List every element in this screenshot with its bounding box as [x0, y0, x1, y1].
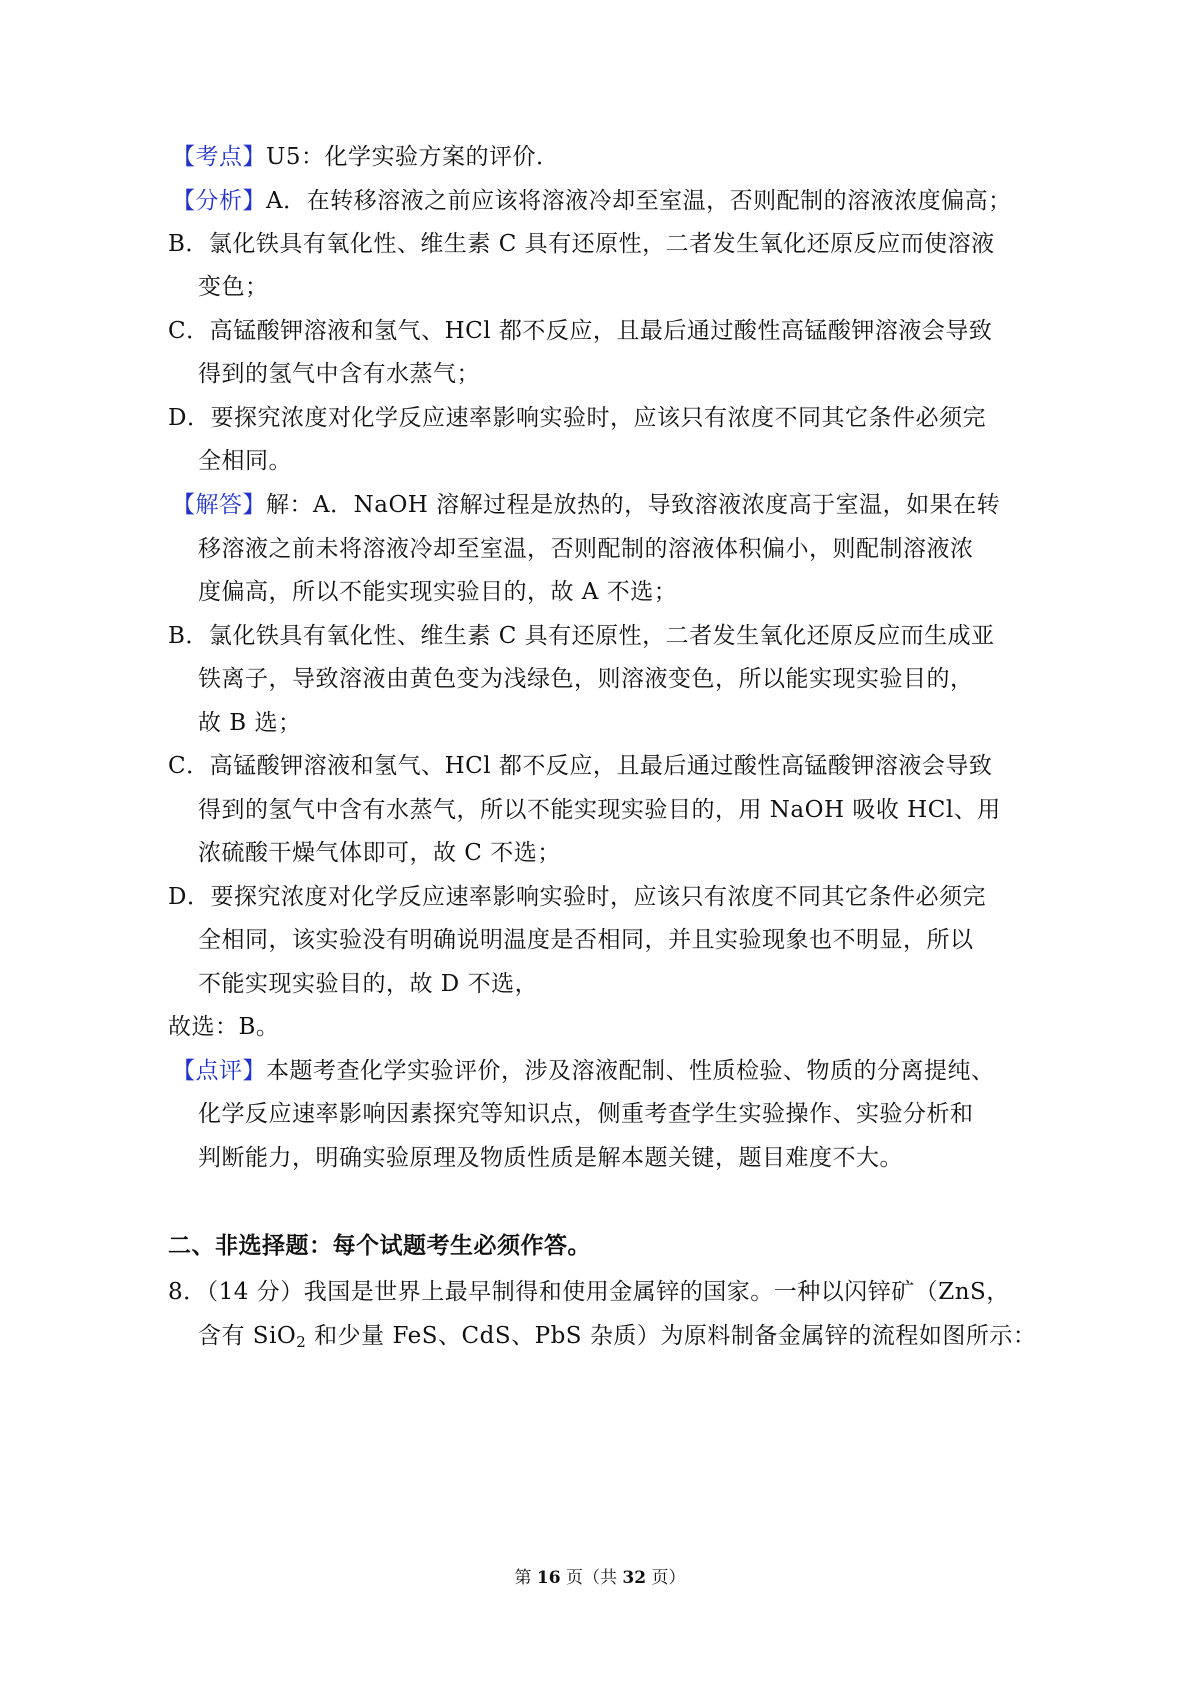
footer-post: 页）	[646, 1568, 686, 1588]
question-8-text-post: 和少量 FeS、CdS、PbS 杂质）为原料制备金属锌的流程如图所示：	[306, 1323, 1037, 1349]
jieda-d-line-1: D．要探究浓度对化学反应速率影响实验时，应该只有浓度不同其它条件必须完	[168, 884, 986, 910]
fenxi-tag: 【分析】	[172, 188, 266, 214]
footer-page-number: 16	[536, 1568, 561, 1588]
fenxi-c-line-1: C．高锰酸钾溶液和氢气、HCl 都不反应，且最后通过酸性高锰酸钾溶液会导致	[168, 318, 993, 344]
dianping-text-1: 本题考查化学实验评价，涉及溶液配制、性质检验、物质的分离提纯、	[266, 1058, 995, 1084]
jieda-line-1	[172, 490, 1000, 520]
jieda-a-line-3: 度偏高，所以不能实现实验目的，故 A 不选；	[198, 579, 678, 605]
kaodian-tag: 【考点】	[172, 144, 266, 170]
page-footer	[0, 1566, 1200, 1590]
question-8-text-pre: 含有 SiO	[198, 1323, 297, 1349]
jieda-c-line-3: 浓硫酸干燥气体即可，故 C 不选；	[198, 840, 561, 866]
footer-pre: 第	[514, 1568, 537, 1588]
jieda-b-line-3: 故 B 选；	[198, 710, 302, 736]
kaodian-text: U5：化学实验方案的评价．	[266, 144, 560, 170]
dianping-line-1	[172, 1056, 995, 1086]
jieda-a-line-2: 移溶液之前未将溶液冷却至室温，否则配制的溶液体积偏小，则配制溶液浓	[198, 536, 974, 562]
kaodian-line	[172, 142, 560, 172]
jieda-a-text-1: 解：A．NaOH 溶解过程是放热的，导致溶液浓度高于室温，如果在转	[266, 492, 1001, 518]
footer-mid: 页（共	[560, 1568, 623, 1588]
fenxi-b-line-2: 变色；	[198, 274, 269, 300]
fenxi-c-line-2: 得到的氢气中含有水蒸气；	[198, 361, 480, 387]
jieda-d-line-3: 不能实现实验目的，故 D 不选，	[198, 971, 539, 997]
fenxi-d-line-1: D．要探究浓度对化学反应速率影响实验时，应该只有浓度不同其它条件必须完	[168, 405, 986, 431]
fenxi-line-a	[172, 186, 1012, 216]
jieda-d-line-2: 全相同，该实验没有明确说明温度是否相同，并且实验现象也不明显，所以	[198, 927, 974, 953]
jieda-b-line-2: 铁离子，导致溶液由黄色变为浅绿色，则溶液变色，所以能实现实验目的，	[198, 666, 974, 692]
jieda-tag: 【解答】	[172, 492, 266, 518]
answer-line: 故选：B。	[168, 1014, 280, 1040]
dianping-tag: 【点评】	[172, 1058, 266, 1084]
fenxi-b-line-1: B．氯化铁具有氧化性、维生素 C 具有还原性，二者发生氧化还原反应而使溶液	[168, 231, 995, 257]
dianping-line-2: 化学反应速率影响因素探究等知识点，侧重考查学生实验操作、实验分析和	[198, 1101, 974, 1127]
footer-total-pages: 32	[622, 1568, 647, 1588]
jieda-b-line-1: B．氯化铁具有氧化性、维生素 C 具有还原性，二者发生氧化还原反应而生成亚	[168, 623, 995, 649]
section-heading: 二、非选择题：每个试题考生必须作答。	[168, 1232, 591, 1259]
fenxi-a-text: A．在转移溶液之前应该将溶液冷却至室温，否则配制的溶液浓度偏高；	[266, 188, 1012, 214]
question-8-line-1: 8．（14 分）我国是世界上最早制得和使用金属锌的国家。一种以闪锌矿（ZnS，	[168, 1279, 1010, 1305]
jieda-c-line-2: 得到的氢气中含有水蒸气，所以不能实现实验目的，用 NaOH 吸收 HCl、用	[198, 797, 1001, 823]
dianping-line-3: 判断能力，明确实验原理及物质性质是解本题关键，题目难度不大。	[198, 1145, 903, 1171]
jieda-c-line-1: C．高锰酸钾溶液和氢气、HCl 都不反应，且最后通过酸性高锰酸钾溶液会导致	[168, 753, 993, 779]
question-8-line-2	[198, 1321, 1036, 1351]
fenxi-d-line-2: 全相同。	[198, 448, 292, 474]
sio2-subscript: 2	[296, 1333, 307, 1351]
